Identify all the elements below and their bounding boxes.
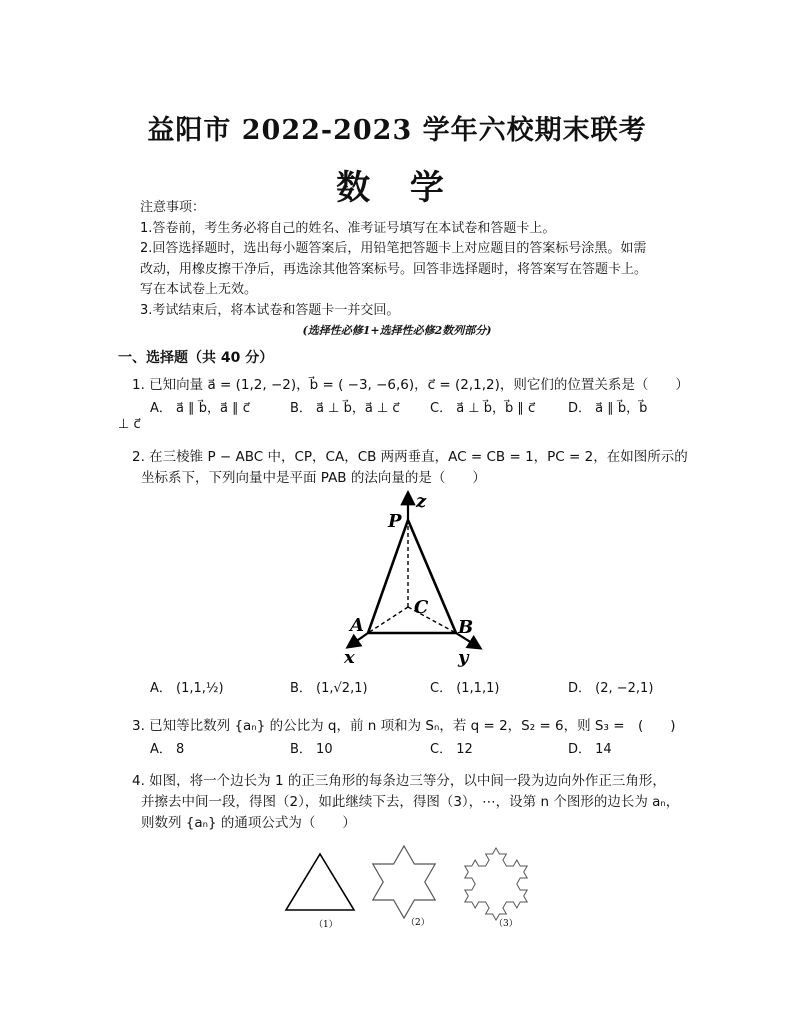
question-2-option-a: A． (1,1,½) [150, 681, 224, 696]
figure-3-caption: （3） [494, 919, 518, 929]
note-line: 3.考试结束后，将本试卷和答题卡一并交回。 [140, 302, 400, 318]
edge-ca [368, 607, 408, 633]
question-3-option-c: C． 12 [430, 742, 473, 757]
note-line: 2.回答选择题时，选出每小题答案后，用铅笔把答题卡上对应题目的答案标号涂黑。如需 [140, 241, 647, 256]
edge-pa [368, 520, 408, 633]
question-2-option-c: C． (1,1,1) [430, 681, 500, 696]
exam-notes [140, 198, 685, 321]
exam-title: 益阳市 2022-2023 学年六校期末联考 [147, 115, 647, 146]
note-line: 写在本试卷上无效。 [140, 282, 258, 297]
exam-scope: (选择性必修1+选择性必修2数列部分) [302, 324, 492, 337]
figure-2-caption: （2） [406, 918, 430, 928]
label-x: x [344, 647, 355, 668]
question-4-line-1: 4. 如图，将一个边长为 1 的正三角形的每条边三等分，以中间一段为边向外作正三角形， [132, 773, 666, 789]
label-z: z [416, 491, 427, 512]
question-2-line-2: 坐标系下，下列向量中是平面 PAB 的法向量的是（ ） [141, 470, 486, 486]
label-p: P [388, 511, 402, 532]
question-1-option-b: B． a⃗ ⊥ b⃗，a⃗ ⊥ c⃗ [290, 401, 400, 416]
label-c: C [414, 597, 429, 618]
note-line: 1.答卷前，考生务必将自己的姓名、准考证号填写在本试卷和答题卡上。 [140, 220, 556, 236]
subject-title: 数 学 [336, 168, 458, 208]
question-3-option-b: B． 10 [290, 742, 333, 757]
notes-heading: 注意事项： [140, 200, 206, 215]
figure-3-koch [465, 848, 527, 920]
question-1-option-c: C． a⃗ ⊥ b⃗，b⃗ ∥ c⃗ [430, 401, 536, 416]
figure-1-caption: （1） [314, 920, 338, 930]
question-4-line-3: 则数列 {aₙ} 的通项公式为（ ） [141, 815, 356, 831]
note-line: 改动，用橡皮擦干净后，再选涂其他答案标号。回答非选择题时，将答案写在答题卡上。 [140, 261, 648, 277]
question-1-stem: 1. 已知向量 a⃗ = (1,2, −2)，b⃗ = ( −3, −6,6)，c⃗ = (2,1,2)，则它们的位置关系是（ ） [132, 377, 689, 393]
label-b: B [458, 617, 474, 638]
figure-1-triangle [286, 854, 354, 910]
question-2-option-d: D． (2, −2,1) [568, 681, 654, 696]
question-2-option-b: B． (1,√2,1) [290, 681, 368, 696]
section-title: 一、选择题（共 40 分） [118, 350, 274, 366]
tetrahedron-figure [330, 485, 500, 670]
question-2-line-1: 2. 在三棱锥 P − ABC 中，CP，CA，CB 两两垂直，AC = CB = 1，PC = 2，在如图所示的 [132, 449, 688, 465]
snowflake-figures [280, 830, 570, 935]
question-1-option-a: A． a⃗ ∥ b⃗，a⃗ ∥ c⃗ [150, 401, 250, 416]
question-3-option-d: D． 14 [568, 742, 612, 757]
question-3-option-a: A． 8 [150, 742, 185, 757]
question-1-option-d-overflow: ⊥ c⃗ [118, 417, 141, 432]
label-y: y [458, 647, 469, 668]
label-a: A [350, 615, 364, 636]
figure-2-star [373, 846, 435, 918]
question-3-stem: 3. 已知等比数列 {aₙ} 的公比为 q，前 n 项和为 Sₙ，若 q = 2，S₂ = 6，则 S₃ = ( ) [132, 718, 676, 734]
question-1-option-d: D． a⃗ ∥ b⃗，b⃗ [568, 401, 648, 416]
question-4-line-2: 并擦去中间一段，得图（2），如此继续下去，得图（3），⋯，设第 n 个图形的边长为 aₙ， [141, 794, 680, 810]
